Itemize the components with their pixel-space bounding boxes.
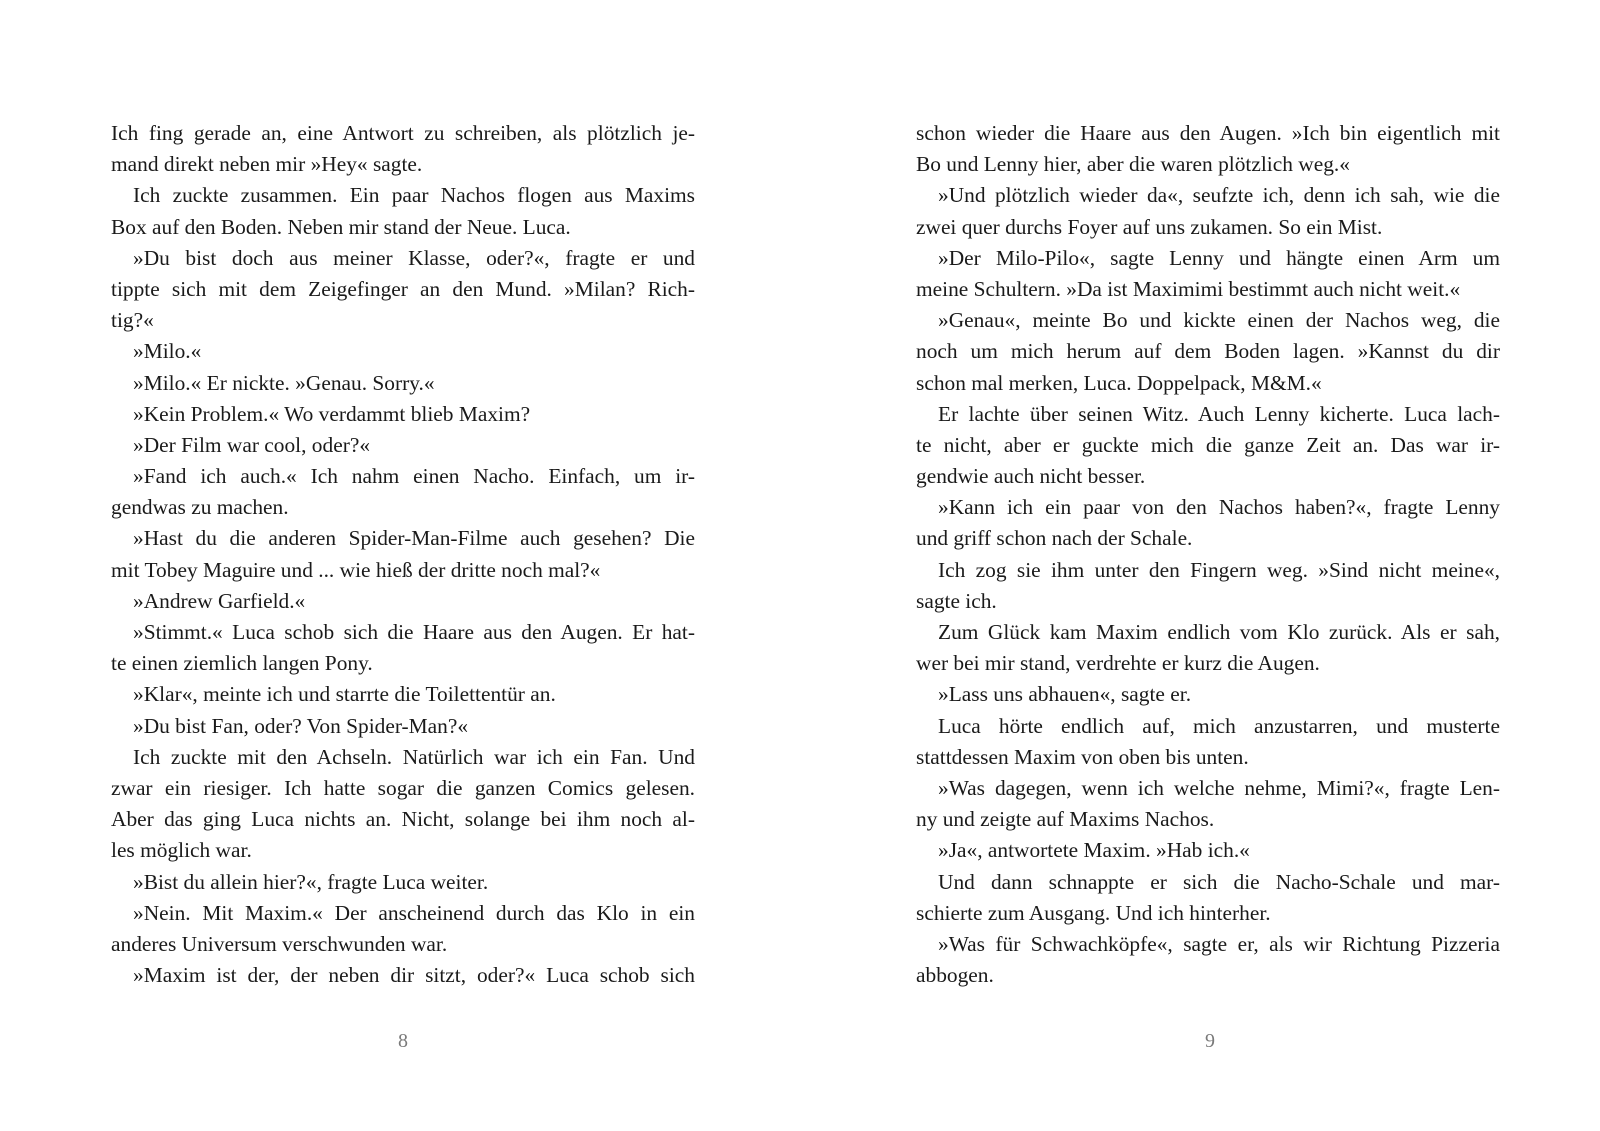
text-line: anderes Universum verschwunden war.	[111, 931, 448, 956]
text-line: Ich zuckte mit den Achseln. Natürlich war ich ein Fan. Und	[133, 744, 695, 769]
text-line: Ich fing gerade an, eine Antwort zu schreiben, als plötzlich je-	[111, 121, 695, 145]
text-line: Bo und Lenny hier, aber die waren plötzlich weg.«	[916, 152, 1350, 177]
text-line: »Klar«, meinte ich und starrte die Toilettentür an.	[133, 682, 556, 707]
text-line: tippte sich mit dem Zeigefinger an den Mund. »Milan? Rich-	[111, 276, 695, 301]
text-line: Box auf den Boden. Neben mir stand der Neue. Luca.	[111, 214, 571, 239]
text-line: Aber das ging Luca nichts an. Nicht, solange bei ihm noch al-	[111, 807, 695, 832]
text-line: »Was dagegen, wenn ich welche nehme, Mimi?«, fragte Len-	[938, 775, 1500, 800]
text-line: »Der Film war cool, oder?«	[133, 432, 371, 457]
text-line: Ich zuckte zusammen. Ein paar Nachos flogen aus Maxims	[133, 183, 695, 208]
text-line: wer bei mir stand, verdrehte er kurz die Augen.	[916, 651, 1320, 676]
text-line: Ich zog sie ihm unter den Fingern weg. »Sind nicht meine«,	[938, 557, 1500, 582]
text-line: »Fand ich auch.« Ich nahm einen Nacho. Einfach, um ir-	[133, 464, 695, 489]
text-line: te nicht, aber er guckte mich die ganze Zeit an. Das war ir-	[916, 432, 1500, 457]
text-line: schon mal merken, Luca. Doppelpack, M&M.«	[916, 370, 1322, 395]
text-line: gendwas zu machen.	[111, 495, 289, 520]
text-line: »Der Milo-Pilo«, sagte Lenny und hängte einen Arm um	[938, 245, 1500, 270]
page-number-right: 9	[1205, 1030, 1215, 1052]
text-line: schon wieder die Haare aus den Augen. »Ich bin eigentlich mit	[916, 121, 1500, 145]
text-line: ny und zeigte auf Maxims Nachos.	[916, 807, 1215, 832]
right-page-text	[916, 118, 1500, 991]
page-number-left: 8	[398, 1030, 408, 1052]
text-line: »Du bist doch aus meiner Klasse, oder?«, fragte er und	[133, 245, 695, 270]
text-line: Luca hörte endlich auf, mich anzustarren, und musterte	[938, 713, 1500, 738]
text-line: stattdessen Maxim von oben bis unten.	[916, 744, 1249, 769]
text-line: te einen ziemlich langen Pony.	[111, 651, 373, 676]
text-line: »Was für Schwachköpfe«, sagte er, als wir Richtung Pizzeria	[938, 931, 1500, 956]
text-line: »Genau«, meinte Bo und kickte einen der Nachos weg, die	[938, 308, 1500, 333]
text-line: »Und plötzlich wieder da«, seufzte ich, denn ich sah, wie die	[938, 183, 1500, 208]
text-line: tig?«	[111, 308, 154, 333]
text-line: »Stimmt.« Luca schob sich die Haare aus den Augen. Er hat-	[133, 620, 695, 644]
text-line: mand direkt neben mir »Hey« sagte.	[111, 152, 423, 177]
text-line: meine Schultern. »Da ist Maximimi bestimmt auch nicht weit.«	[916, 276, 1461, 301]
text-line: »Lass uns abhauen«, sagte er.	[938, 682, 1192, 707]
text-line: schierte zum Ausgang. Und ich hinterher.	[916, 900, 1271, 925]
text-line: »Andrew Garfield.«	[133, 588, 306, 613]
text-line: sagte ich.	[916, 588, 997, 613]
text-line: »Kein Problem.« Wo verdammt blieb Maxim?	[133, 401, 531, 426]
text-line: »Kann ich ein paar von den Nachos haben?«, fragte Lenny	[938, 495, 1500, 520]
text-line: Und dann schnappte er sich die Nacho-Schale und mar-	[938, 869, 1500, 894]
text-line: »Bist du allein hier?«, fragte Luca weiter.	[133, 869, 489, 894]
text-line: »Du bist Fan, oder? Von Spider-Man?«	[133, 713, 469, 738]
text-line: »Milo.«	[133, 339, 202, 364]
left-page-text	[111, 118, 695, 991]
text-line: »Nein. Mit Maxim.« Der anscheinend durch das Klo in ein	[133, 900, 695, 925]
text-line: und griff schon nach der Schale.	[916, 526, 1193, 551]
text-line: mit Tobey Maguire und ... wie hieß der dritte noch mal?«	[111, 557, 601, 582]
text-line: gendwie auch nicht besser.	[916, 464, 1146, 489]
text-line: zwei quer durchs Foyer auf uns zukamen. So ein Mist.	[916, 214, 1383, 239]
text-line: Er lachte über seinen Witz. Auch Lenny kicherte. Luca lach-	[938, 401, 1500, 426]
text-line: abbogen.	[916, 963, 994, 988]
text-line: zwar ein riesiger. Ich hatte sogar die ganzen Comics gelesen.	[111, 775, 695, 800]
text-line: »Hast du die anderen Spider-Man-Filme auch gesehen? Die	[133, 526, 695, 551]
text-line: noch um mich herum auf dem Boden lagen. »Kannst du dir	[916, 339, 1500, 364]
text-line: les möglich war.	[111, 838, 252, 863]
text-line: Zum Glück kam Maxim endlich vom Klo zurück. Als er sah,	[938, 620, 1500, 644]
text-line: »Milo.« Er nickte. »Genau. Sorry.«	[133, 370, 435, 395]
text-line: »Ja«, antwortete Maxim. »Hab ich.«	[938, 838, 1250, 863]
text-line: »Maxim ist der, der neben dir sitzt, oder?« Luca schob sich	[133, 963, 695, 988]
